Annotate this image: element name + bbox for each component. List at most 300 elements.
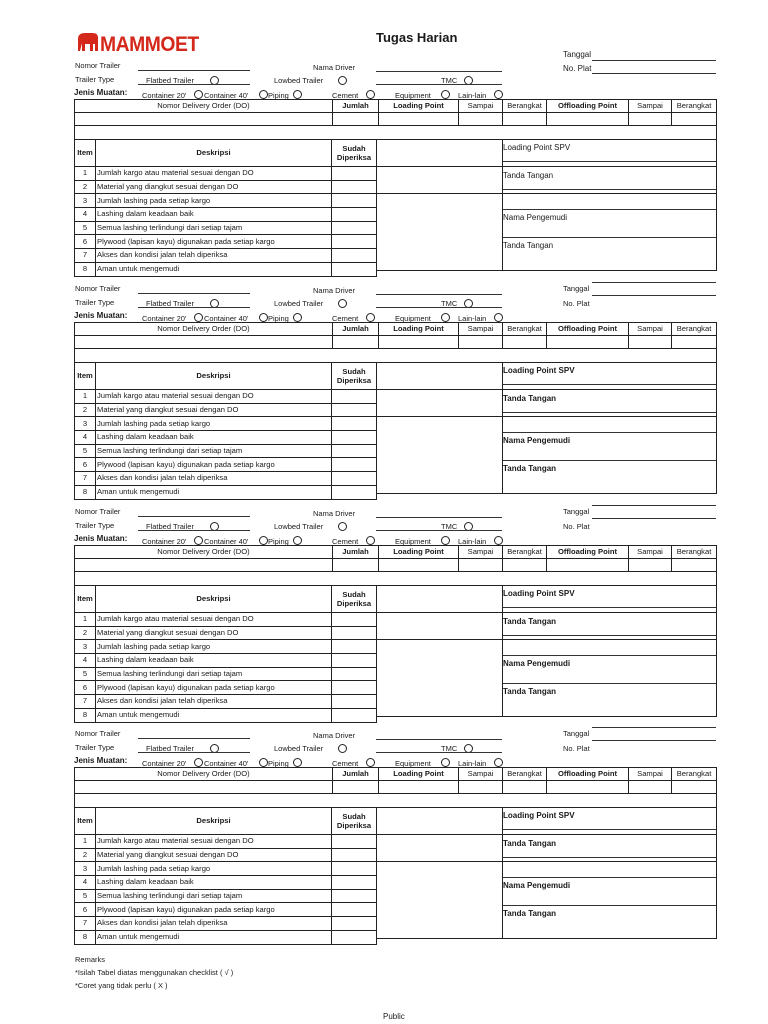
- loading-sampai-header: Sampai: [459, 546, 503, 559]
- item-header: Item: [75, 140, 96, 167]
- offloading-point-cell[interactable]: [547, 336, 629, 349]
- item-number: 8: [75, 930, 96, 944]
- checklist-row: [75, 485, 377, 499]
- checklist-row: [75, 917, 377, 931]
- lowbed-radio[interactable]: [338, 299, 347, 308]
- loading-sampai-header: Sampai: [459, 768, 503, 781]
- checklist-row: [75, 654, 377, 668]
- item-check-cell[interactable]: [332, 221, 377, 235]
- item-check-cell[interactable]: [332, 403, 377, 417]
- offloading-berangkat-header: Berangkat: [672, 546, 717, 559]
- item-check-cell[interactable]: [332, 431, 377, 445]
- checklist-row: [75, 903, 377, 917]
- loading-point-spv-label: Loading Point SPV: [503, 811, 575, 820]
- nomor-trailer-field[interactable]: [138, 70, 250, 71]
- item-check-cell[interactable]: [332, 262, 377, 276]
- flatbed-label: Flatbed Trailer: [146, 744, 194, 753]
- item-check-cell[interactable]: [332, 485, 377, 499]
- nomor-trailer-label: Nomor Trailer: [75, 61, 121, 70]
- item-check-cell[interactable]: [332, 180, 377, 194]
- lain-lain-radio[interactable]: [494, 90, 503, 99]
- piping-radio[interactable]: [293, 313, 302, 322]
- loading-point-cell[interactable]: [379, 113, 459, 126]
- signature-bottom-border: [376, 270, 717, 271]
- jumlah-header: Jumlah: [333, 100, 379, 113]
- item-number: 8: [75, 708, 96, 722]
- tanda-tangan-label: Tanda Tangan: [503, 464, 557, 473]
- nomor-trailer-label: Nomor Trailer: [75, 284, 121, 293]
- remarks-line-2: *Coret yang tidak perlu ( X ): [75, 981, 168, 990]
- lowbed-radio[interactable]: [338, 744, 347, 753]
- sig-box-4: [502, 460, 716, 461]
- container20-label: Container 20': [142, 537, 187, 546]
- piping-label: Piping: [268, 759, 289, 768]
- offloading-berangkat-cell[interactable]: [672, 336, 717, 349]
- item-number: 5: [75, 889, 96, 903]
- item-check-cell[interactable]: [332, 417, 377, 431]
- checklist-row: [75, 889, 377, 903]
- checklist-row: [75, 667, 377, 681]
- loading-point-header: Loading Point: [379, 100, 459, 113]
- jenis-muatan-label: Jenis Muatan:: [74, 311, 128, 320]
- no-plat-field[interactable]: [592, 518, 716, 519]
- item-check-cell[interactable]: [332, 235, 377, 249]
- item-check-cell[interactable]: [332, 667, 377, 681]
- item-description: Semua lashing terlindungi dari setiap tajam: [96, 889, 332, 903]
- lowbed-label: Lowbed Trailer: [274, 522, 324, 531]
- nomor-trailer-label: Nomor Trailer: [75, 729, 121, 738]
- cement-label: Cement: [332, 537, 359, 546]
- piping-radio[interactable]: [293, 758, 302, 767]
- checklist-row: [75, 472, 377, 486]
- nama-driver-label: Nama Driver: [313, 509, 356, 518]
- item-number: 6: [75, 458, 96, 472]
- item-check-cell[interactable]: [332, 626, 377, 640]
- item-check-cell[interactable]: [332, 390, 377, 404]
- offloading-berangkat-header: Berangkat: [672, 323, 717, 336]
- offloading-berangkat-header: Berangkat: [672, 100, 717, 113]
- sig-box-1: [502, 161, 716, 162]
- top-no-plat-label: No. Plat: [563, 64, 592, 73]
- nomor-do-cell[interactable]: [75, 559, 333, 572]
- sig-box-1: [502, 829, 716, 830]
- container20-radio[interactable]: [194, 758, 203, 767]
- loading-sampai-cell[interactable]: [459, 336, 503, 349]
- offloading-berangkat-cell[interactable]: [672, 559, 717, 572]
- equipment-label: Equipment: [395, 537, 431, 546]
- cement-radio[interactable]: [366, 90, 375, 99]
- item-number: 7: [75, 917, 96, 931]
- item-check-cell[interactable]: [332, 848, 377, 862]
- item-check-cell[interactable]: [332, 654, 377, 668]
- checklist-row: [75, 249, 377, 263]
- item-description: Plywood (lapisan kayu) digunakan pada setiap kargo: [96, 903, 332, 917]
- trailer-type-label: Trailer Type: [75, 743, 115, 752]
- item-check-cell[interactable]: [332, 681, 377, 695]
- lowbed-label: Lowbed Trailer: [274, 76, 324, 85]
- signature-right-border: [716, 362, 717, 493]
- nama-driver-field[interactable]: [376, 71, 502, 72]
- lowbed-radio[interactable]: [338, 76, 347, 85]
- sig-box-3: [502, 877, 716, 878]
- nama-driver-label: Nama Driver: [313, 286, 356, 295]
- item-check-cell[interactable]: [332, 862, 377, 876]
- item-number: 5: [75, 667, 96, 681]
- checklist-row: [75, 695, 377, 709]
- container40-label: Container 40': [204, 759, 249, 768]
- item-number: 3: [75, 640, 96, 654]
- signature-divider: [502, 362, 503, 493]
- item-description: Jumlah lashing pada setiap kargo: [96, 417, 332, 431]
- tanggal-field[interactable]: [592, 282, 716, 283]
- sig-box-4: [502, 905, 716, 906]
- offloading-sampai-header: Sampai: [629, 546, 672, 559]
- loading-berangkat-cell[interactable]: [503, 559, 547, 572]
- jumlah-header: Jumlah: [333, 323, 379, 336]
- piping-radio[interactable]: [293, 90, 302, 99]
- sig-box-4: [502, 237, 716, 238]
- item-check-cell[interactable]: [332, 444, 377, 458]
- jumlah-cell[interactable]: [333, 781, 379, 794]
- item-check-cell[interactable]: [332, 889, 377, 903]
- trailer-type-label: Trailer Type: [75, 75, 115, 84]
- loading-berangkat-cell[interactable]: [503, 113, 547, 126]
- jumlah-cell[interactable]: [333, 113, 379, 126]
- signature-right-border: [716, 585, 717, 716]
- loading-sampai-cell[interactable]: [459, 559, 503, 572]
- item-check-cell[interactable]: [332, 917, 377, 931]
- item-check-cell[interactable]: [332, 835, 377, 849]
- container20-radio[interactable]: [194, 536, 203, 545]
- item-check-cell[interactable]: [332, 472, 377, 486]
- nama-driver-label: Nama Driver: [313, 63, 356, 72]
- tanda-tangan-label: Tanda Tangan: [503, 171, 554, 180]
- item-description: Plywood (lapisan kayu) digunakan pada setiap kargo: [96, 458, 332, 472]
- item-check-cell[interactable]: [332, 194, 377, 208]
- container40-radio[interactable]: [259, 90, 268, 99]
- item-number: 4: [75, 876, 96, 890]
- checklist-row: [75, 640, 377, 654]
- piping-radio[interactable]: [293, 536, 302, 545]
- item-description: Akses dan kondisi jalan telah diperiksa: [96, 917, 332, 931]
- lain-lain-radio[interactable]: [494, 536, 503, 545]
- checklist-row: [75, 848, 377, 862]
- sig-box-3: [502, 655, 716, 656]
- checklist-row: [75, 458, 377, 472]
- nomor-do-cell[interactable]: [75, 336, 333, 349]
- trailer-type-label: Trailer Type: [75, 298, 115, 307]
- jenis-muatan-label: Jenis Muatan:: [74, 756, 128, 765]
- item-number: 3: [75, 862, 96, 876]
- sudah-diperiksa-header: Sudah Diperiksa: [332, 586, 377, 613]
- item-number: 2: [75, 626, 96, 640]
- checklist-row: [75, 194, 377, 208]
- deskripsi-header: Deskripsi: [96, 140, 332, 167]
- checklist-row: [75, 417, 377, 431]
- loading-berangkat-cell[interactable]: [503, 781, 547, 794]
- nama-pengemudi-label: Nama Pengemudi: [503, 881, 571, 890]
- jumlah-header: Jumlah: [333, 768, 379, 781]
- tanda-tangan-label: Tanda Tangan: [503, 839, 557, 848]
- tanggal-label: Tanggal: [563, 729, 590, 738]
- nama-driver-field[interactable]: [376, 294, 502, 295]
- item-number: 1: [75, 613, 96, 627]
- container40-radio[interactable]: [259, 313, 268, 322]
- cement-radio[interactable]: [366, 758, 375, 767]
- remarks-line-1: *Isilah Tabel diatas menggunakan checklist ( √ ): [75, 968, 234, 977]
- sig-box-1: [502, 384, 716, 385]
- sig-box-2: [502, 412, 716, 413]
- tanggal-label: Tanggal: [563, 284, 590, 293]
- offloading-berangkat-cell[interactable]: [672, 113, 717, 126]
- checklist-row: [75, 431, 377, 445]
- item-description: Akses dan kondisi jalan telah diperiksa: [96, 472, 332, 486]
- daily-task-form-2: [0, 284, 768, 506]
- tanda-tangan-label: Tanda Tangan: [503, 617, 557, 626]
- no-plat-label: No. Plat: [563, 522, 590, 531]
- lain-lain-label: Lain-lain: [458, 314, 487, 323]
- item-description: Akses dan kondisi jalan telah diperiksa: [96, 249, 332, 263]
- tanggal-field[interactable]: [592, 727, 716, 728]
- signature-bottom-border: [376, 716, 717, 717]
- loading-point-header: Loading Point: [379, 768, 459, 781]
- no-plat-field[interactable]: [592, 295, 716, 296]
- tanda-tangan-label: Tanda Tangan: [503, 394, 557, 403]
- nama-pengemudi-label: Nama Pengemudi: [503, 659, 571, 668]
- loading-point-cell[interactable]: [379, 559, 459, 572]
- signature-right-border: [716, 807, 717, 938]
- nomor-do-cell[interactable]: [75, 781, 333, 794]
- page-title: Tugas Harian: [376, 30, 458, 45]
- item-description: Plywood (lapisan kayu) digunakan pada setiap kargo: [96, 681, 332, 695]
- loading-point-spv-label: Loading Point SPV: [503, 589, 575, 598]
- item-description: Jumlah kargo atau material sesuai dengan DO: [96, 613, 332, 627]
- offloading-point-header: Offloading Point: [547, 323, 629, 336]
- nama-driver-field[interactable]: [376, 739, 502, 740]
- item-check-cell[interactable]: [332, 930, 377, 944]
- loading-berangkat-cell[interactable]: [503, 336, 547, 349]
- equipment-radio[interactable]: [441, 313, 450, 322]
- container20-radio[interactable]: [194, 90, 203, 99]
- brand-logo: MAMMOET: [100, 33, 199, 56]
- nomor-do-cell[interactable]: [75, 113, 333, 126]
- cement-label: Cement: [332, 759, 359, 768]
- piping-label: Piping: [268, 314, 289, 323]
- daily-task-form-3: [0, 507, 768, 729]
- deskripsi-header: Deskripsi: [96, 363, 332, 390]
- item-description: Jumlah lashing pada setiap kargo: [96, 640, 332, 654]
- flatbed-label: Flatbed Trailer: [146, 76, 194, 85]
- container40-radio[interactable]: [259, 536, 268, 545]
- offloading-sampai-header: Sampai: [629, 100, 672, 113]
- no-plat-field[interactable]: [592, 740, 716, 741]
- item-description: Semua lashing terlindungi dari setiap tajam: [96, 667, 332, 681]
- offloading-sampai-cell[interactable]: [629, 781, 672, 794]
- item-description: Semua lashing terlindungi dari setiap tajam: [96, 444, 332, 458]
- lain-lain-radio[interactable]: [494, 313, 503, 322]
- item-check-cell[interactable]: [332, 613, 377, 627]
- item-check-cell[interactable]: [332, 640, 377, 654]
- tmc-label: TMC: [441, 76, 458, 85]
- offloading-point-cell[interactable]: [547, 559, 629, 572]
- item-check-cell[interactable]: [332, 876, 377, 890]
- flatbed-label: Flatbed Trailer: [146, 522, 194, 531]
- tanggal-label: Tanggal: [563, 507, 590, 516]
- deskripsi-header: Deskripsi: [96, 586, 332, 613]
- checklist-row: [75, 613, 377, 627]
- nama-pengemudi-label: Nama Pengemudi: [503, 436, 571, 445]
- offloading-sampai-header: Sampai: [629, 323, 672, 336]
- item-description: Material yang diangkut sesuai dengan DO: [96, 180, 332, 194]
- top-tanggal-label: Tanggal: [563, 50, 592, 59]
- equipment-label: Equipment: [395, 91, 431, 100]
- item-description: Material yang diangkut sesuai dengan DO: [96, 626, 332, 640]
- checklist-row: [75, 208, 377, 222]
- loading-point-cell[interactable]: [379, 781, 459, 794]
- cement-label: Cement: [332, 314, 359, 323]
- item-description: Jumlah kargo atau material sesuai dengan DO: [96, 167, 332, 181]
- checklist-row: [75, 626, 377, 640]
- item-description: Lashing dalam keadaan baik: [96, 208, 332, 222]
- cement-radio[interactable]: [366, 536, 375, 545]
- sig-box-2: [502, 189, 716, 190]
- item-number: 3: [75, 194, 96, 208]
- loading-point-header: Loading Point: [379, 546, 459, 559]
- offloading-point-cell[interactable]: [547, 113, 629, 126]
- item-number: 1: [75, 390, 96, 404]
- lain-lain-radio[interactable]: [494, 758, 503, 767]
- jenis-muatan-label: Jenis Muatan:: [74, 534, 128, 543]
- nomor-trailer-label: Nomor Trailer: [75, 507, 121, 516]
- jenis-muatan-label: Jenis Muatan:: [74, 88, 128, 97]
- item-number: 4: [75, 208, 96, 222]
- offloading-sampai-cell[interactable]: [629, 336, 672, 349]
- item-number: 6: [75, 903, 96, 917]
- item-number: 3: [75, 417, 96, 431]
- tanda-tangan-label: Tanda Tangan: [503, 241, 554, 250]
- nomor-trailer-field[interactable]: [138, 738, 250, 739]
- checklist-row: [75, 681, 377, 695]
- container40-label: Container 40': [204, 537, 249, 546]
- equipment-radio[interactable]: [441, 90, 450, 99]
- checklist-row: [75, 862, 377, 876]
- checklist-row: [75, 835, 377, 849]
- checklist-row: [75, 180, 377, 194]
- lowbed-label: Lowbed Trailer: [274, 299, 324, 308]
- signature-divider: [502, 139, 503, 270]
- nomor-trailer-field[interactable]: [138, 293, 250, 294]
- item-description: Akses dan kondisi jalan telah diperiksa: [96, 695, 332, 709]
- item-check-cell[interactable]: [332, 208, 377, 222]
- item-check-cell[interactable]: [332, 458, 377, 472]
- jumlah-cell[interactable]: [333, 559, 379, 572]
- tmc-label: TMC: [441, 744, 458, 753]
- nama-driver-label: Nama Driver: [313, 731, 356, 740]
- equipment-label: Equipment: [395, 759, 431, 768]
- item-number: 6: [75, 235, 96, 249]
- container40-radio[interactable]: [259, 758, 268, 767]
- nomor-do-header: Nomor Delivery Order (DO): [75, 100, 333, 113]
- container20-radio[interactable]: [194, 313, 203, 322]
- sig-box-4: [502, 683, 716, 684]
- loading-berangkat-header: Berangkat: [503, 100, 547, 113]
- sig-box-2: [502, 635, 716, 636]
- cement-label: Cement: [332, 91, 359, 100]
- nomor-do-header: Nomor Delivery Order (DO): [75, 323, 333, 336]
- container20-label: Container 20': [142, 314, 187, 323]
- offloading-point-header: Offloading Point: [547, 768, 629, 781]
- item-check-cell[interactable]: [332, 903, 377, 917]
- signature-divider: [502, 807, 503, 938]
- item-check-cell[interactable]: [332, 695, 377, 709]
- offloading-sampai-cell[interactable]: [629, 113, 672, 126]
- offloading-berangkat-header: Berangkat: [672, 768, 717, 781]
- tanda-tangan-label: Tanda Tangan: [503, 687, 557, 696]
- loading-sampai-cell[interactable]: [459, 781, 503, 794]
- nama-driver-field[interactable]: [376, 517, 502, 518]
- item-number: 5: [75, 221, 96, 235]
- tanda-tangan-label: Tanda Tangan: [503, 909, 557, 918]
- item-description: Jumlah lashing pada setiap kargo: [96, 862, 332, 876]
- loading-point-spv-label: Loading Point SPV: [503, 366, 575, 375]
- lain-lain-label: Lain-lain: [458, 91, 487, 100]
- item-number: 4: [75, 654, 96, 668]
- checklist-row: [75, 221, 377, 235]
- item-number: 7: [75, 695, 96, 709]
- mammoth-logo-icon: [76, 31, 100, 53]
- checklist-table: [74, 362, 377, 500]
- lowbed-radio[interactable]: [338, 522, 347, 531]
- cement-radio[interactable]: [366, 313, 375, 322]
- item-check-cell[interactable]: [332, 167, 377, 181]
- no-plat-label: No. Plat: [563, 744, 590, 753]
- checklist-row: [75, 167, 377, 181]
- item-number: 1: [75, 835, 96, 849]
- equipment-radio[interactable]: [441, 536, 450, 545]
- sudah-diperiksa-header: Sudah Diperiksa: [332, 808, 377, 835]
- offloading-sampai-cell[interactable]: [629, 559, 672, 572]
- tmc-label: TMC: [441, 522, 458, 531]
- equipment-radio[interactable]: [441, 758, 450, 767]
- tanggal-field[interactable]: [592, 505, 716, 506]
- item-number: 2: [75, 848, 96, 862]
- jumlah-cell[interactable]: [333, 336, 379, 349]
- item-number: 7: [75, 249, 96, 263]
- tmc-label: TMC: [441, 299, 458, 308]
- offloading-point-header: Offloading Point: [547, 546, 629, 559]
- signature-bottom-border: [376, 938, 717, 939]
- no-plat-label: No. Plat: [563, 299, 590, 308]
- loading-sampai-header: Sampai: [459, 100, 503, 113]
- item-number: 7: [75, 472, 96, 486]
- nomor-trailer-field[interactable]: [138, 516, 250, 517]
- loading-point-cell[interactable]: [379, 336, 459, 349]
- daily-task-form-4: [0, 729, 768, 951]
- loading-sampai-cell[interactable]: [459, 113, 503, 126]
- flatbed-label: Flatbed Trailer: [146, 299, 194, 308]
- item-check-cell[interactable]: [332, 249, 377, 263]
- daily-task-form-1: [0, 61, 768, 283]
- item-number: 5: [75, 444, 96, 458]
- offloading-berangkat-cell[interactable]: [672, 781, 717, 794]
- loading-sampai-header: Sampai: [459, 323, 503, 336]
- checklist-row: [75, 708, 377, 722]
- offloading-point-cell[interactable]: [547, 781, 629, 794]
- item-check-cell[interactable]: [332, 708, 377, 722]
- item-description: Aman untuk mengemudi: [96, 262, 332, 276]
- sudah-diperiksa-header: Sudah Diperiksa: [332, 140, 377, 167]
- sig-box-3: [502, 432, 716, 433]
